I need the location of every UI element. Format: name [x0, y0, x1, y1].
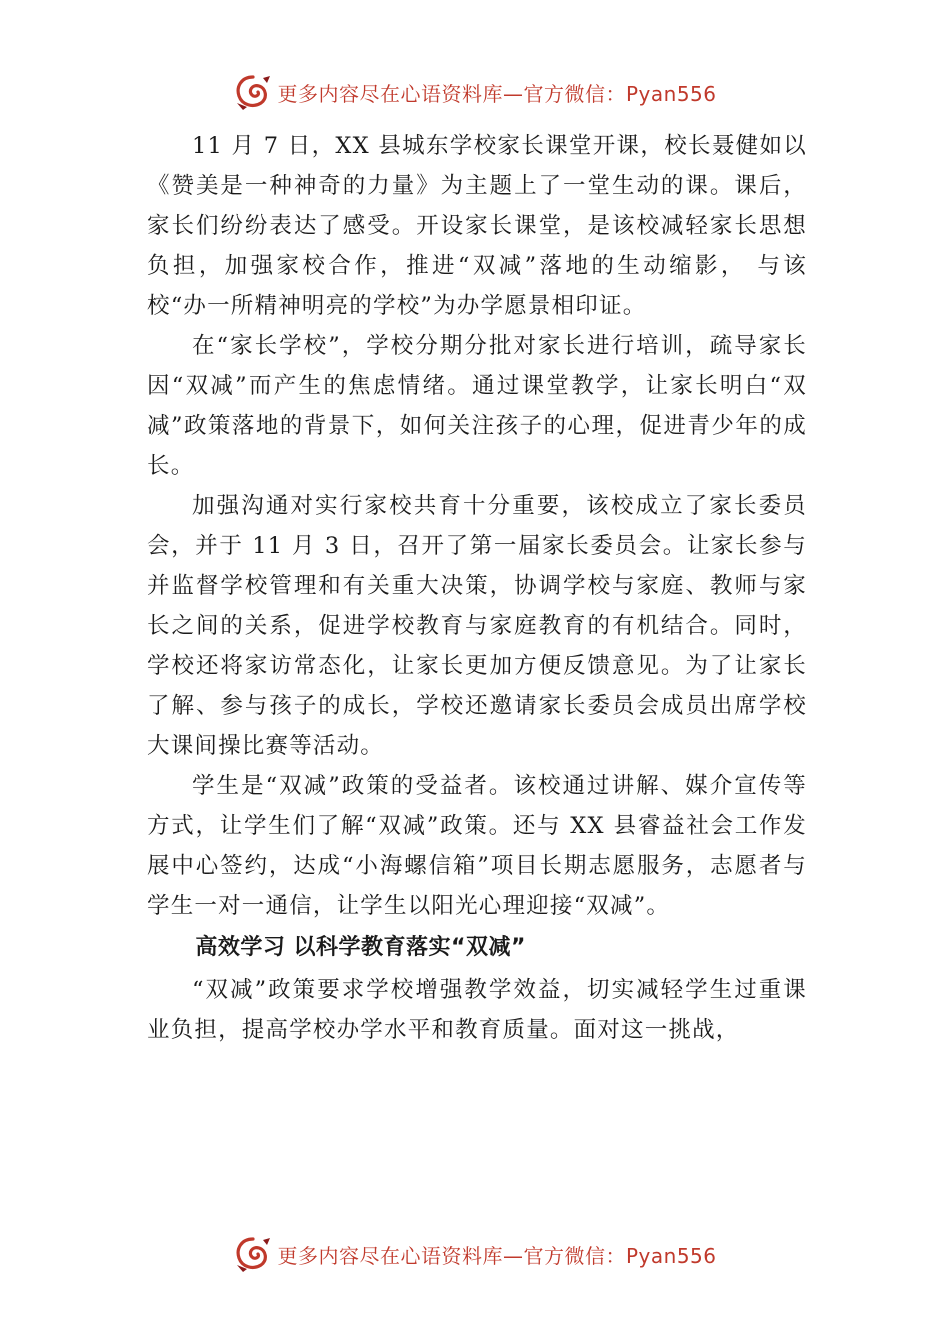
swirl-logo-icon: [233, 1235, 273, 1273]
banner-main-text: 更多内容尽在心语资料库: [277, 81, 503, 106]
banner-official-text: 官方微信：: [523, 81, 626, 106]
banner-separator: —: [502, 1243, 524, 1268]
paragraph-3: 加强沟通对实行家校共育十分重要，该校成立了家长委员会，并于 11 月 3 日，召开了第一届家长委员会。让家长参与并监督学校管理和有关重大决策，协调学校与家庭、教师与家长之间的关系，促进学校教育与家庭教育的有机结合。同时，学校还将家访常态化，让家长更加方便反馈意见。为了让家长了解、参与孩子的成长，学校还邀请家长委员会成员出席学校大课间操比赛等活动。: [147, 493, 807, 759]
section-heading: 高效学习 以科学教育落实“双减”: [195, 935, 526, 960]
banner-main-text: 更多内容尽在心语资料库: [277, 1243, 503, 1268]
header-banner: [0, 70, 950, 114]
banner-text: [277, 78, 716, 107]
paragraph-1: 11 月 7 日，XX 县城东学校家长课堂开课，校长聂健如以《赞美是一种神奇的力量》为主题上了一堂生动的课。课后，家长们纷纷表达了感受。开设家长课堂，是该校减轻家长思想负担，加强家校合作，推进“双减”落地的生动缩影， 与该校“办一所精神明亮的学校”为办学愿景相印证。: [147, 133, 807, 319]
banner-wechat-id: Pyan556: [625, 1243, 717, 1268]
document-body: [147, 126, 807, 1050]
banner-wechat-id: Pyan556: [625, 81, 717, 106]
paragraph-4: 学生是“双减”政策的受益者。该校通过讲解、媒介宣传等方式，让学生们了解“双减”政策。还与 XX 县睿益社会工作发展中心签约，达成“小海螺信箱”项目长期志愿服务，志愿者与学生一对一通信，让学生以阳光心理迎接“双减”。: [147, 773, 807, 919]
paragraph-2: 在“家长学校”，学校分期分批对家长进行培训，疏导家长因“双减”而产生的焦虑情绪。通过课堂教学，让家长明白“双减”政策落地的背景下，如何关注孩子的心理，促进青少年的成长。: [147, 333, 807, 479]
paragraph-5: “双减”政策要求学校增强教学效益，切实减轻学生过重课业负担，提高学校办学水平和教育质量。面对这一挑战，: [147, 977, 807, 1043]
footer-banner: [0, 1232, 950, 1276]
swirl-logo-icon: [233, 73, 273, 111]
banner-separator: —: [502, 81, 524, 106]
banner-text: [277, 1240, 716, 1269]
banner-official-text: 官方微信：: [523, 1243, 626, 1268]
